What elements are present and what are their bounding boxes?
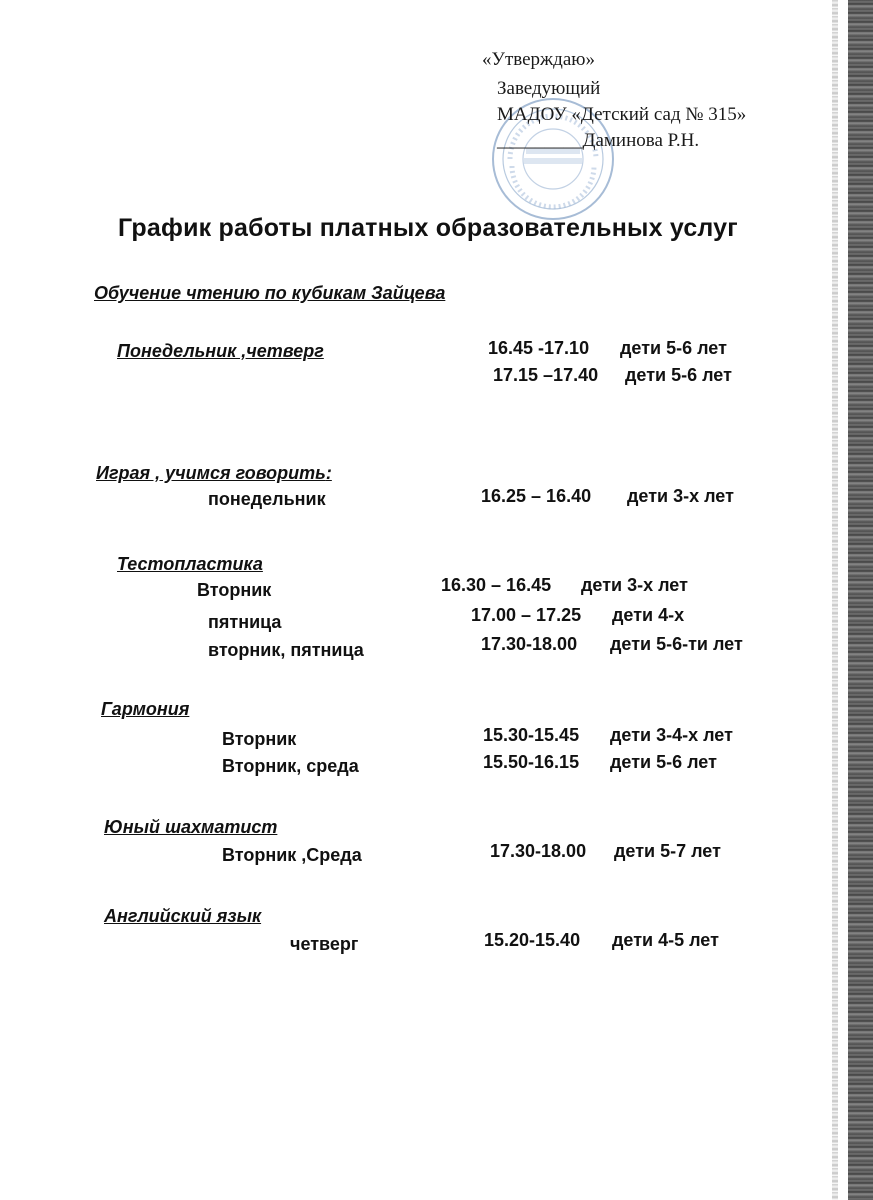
schedule-time: 17.15 –17.40 (493, 365, 599, 385)
schedule-group: дети 3-х лет (627, 486, 734, 506)
schedule-time: 16.30 – 16.45 (441, 575, 552, 595)
page-title: График работы платных образовательных услуг (118, 214, 738, 242)
schedule-day: вторник, пятница (208, 640, 364, 660)
section-title-dough-modeling: Тестопластика (117, 554, 263, 574)
approval-heading: «Утверждаю» (482, 49, 595, 70)
schedule-time: 17.00 – 17.25 (471, 605, 582, 625)
schedule-time: 15.50-16.15 (483, 752, 580, 772)
schedule-group: дети 5-6-ти лет (610, 634, 743, 654)
section-title-chess: Юный шахматист (104, 817, 278, 837)
section-title-english: Английский язык (104, 906, 262, 926)
schedule-day: пятница (208, 612, 282, 632)
schedule-group: дети 4-5 лет (612, 930, 719, 950)
scan-edge (848, 0, 873, 1200)
section-title-reading: Обучение чтению по кубикам Зайцева (94, 283, 446, 303)
schedule-day: Понедельник ,четверг (117, 341, 324, 361)
schedule-time: 16.25 – 16.40 (481, 486, 592, 506)
schedule-group: дети 3-4-х лет (610, 725, 733, 745)
schedule-day: понедельник (208, 489, 326, 509)
schedule-group: дети 5-6 лет (610, 752, 717, 772)
schedule-day: Вторник (197, 580, 272, 600)
schedule-time: 17.30-18.00 (481, 634, 578, 654)
scan-edge-shadow (832, 0, 838, 1200)
approval-organization: МАДОУ «Детский сад № 315» (497, 104, 747, 125)
schedule-day: Вторник, среда (222, 756, 359, 776)
schedule-time: 16.45 -17.10 (488, 338, 590, 358)
schedule-day: Вторник (222, 729, 297, 749)
schedule-group: дети 4-х (612, 605, 685, 625)
schedule-group: дети 5-6 лет (620, 338, 727, 358)
approval-signatory: _________Даминова Р.Н. (497, 130, 700, 151)
schedule-time: 17.30-18.00 (490, 841, 587, 861)
schedule-group: дети 3-х лет (581, 575, 688, 595)
schedule-group: дети 5-6 лет (625, 365, 732, 385)
section-title-harmony: Гармония (101, 699, 190, 719)
approval-position: Заведующий (497, 78, 601, 99)
schedule-day: четверг (290, 934, 359, 954)
schedule-group: дети 5-7 лет (614, 841, 721, 861)
schedule-time: 15.30-15.45 (483, 725, 580, 745)
schedule-time: 15.20-15.40 (484, 930, 581, 950)
schedule-day: Вторник ,Среда (222, 845, 362, 865)
section-title-speech: Играя , учимся говорить: (96, 463, 332, 483)
